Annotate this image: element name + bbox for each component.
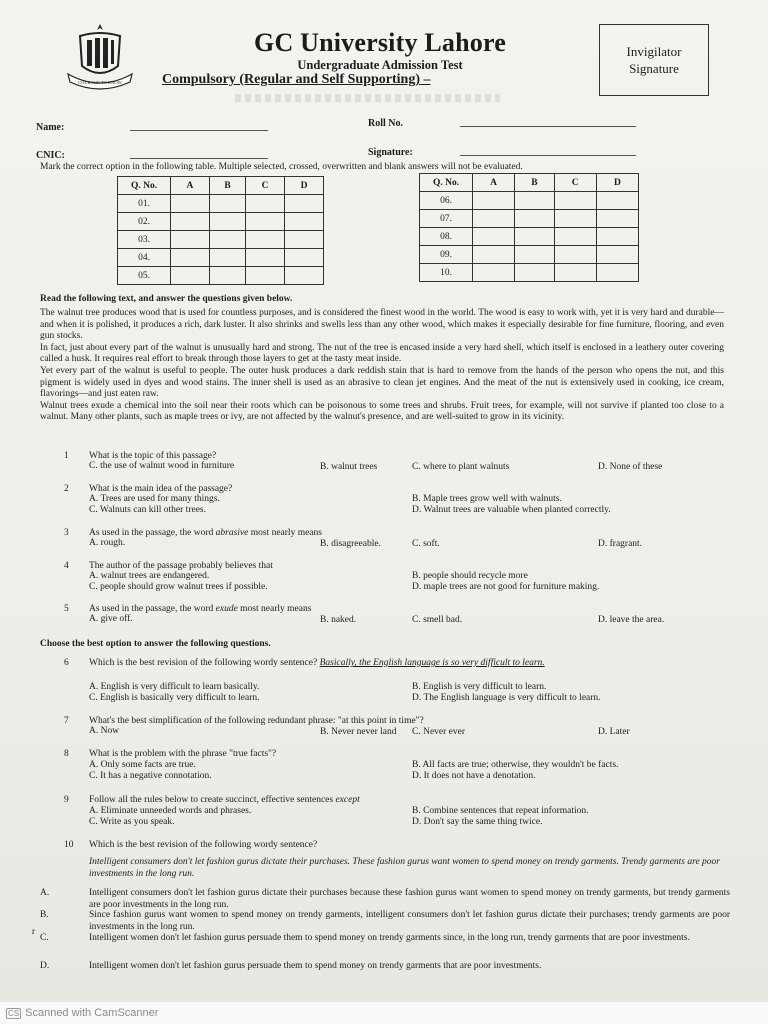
option-0[interactable]: A. Only some facts are true. bbox=[89, 760, 196, 770]
answer-cell-d[interactable] bbox=[596, 210, 638, 228]
grid-row bbox=[420, 228, 639, 246]
answer-cell-a[interactable] bbox=[473, 246, 515, 264]
signature-input-line[interactable] bbox=[460, 155, 636, 156]
question-stem: Which is the best revision of the following wordy sentence? Basically, the English language is so very difficult to learn. bbox=[89, 658, 545, 668]
roll-no-input-line[interactable] bbox=[460, 126, 636, 127]
option-text: Since fashion gurus want women to spend money on trendy garments, intelligent consumers don't let fashion gurus dictate their purchases; trendy garments are poor investments in the long run. bbox=[89, 910, 730, 932]
grid-row bbox=[420, 264, 639, 282]
answer-grid-right bbox=[419, 173, 639, 282]
answer-cell-b[interactable] bbox=[209, 213, 245, 231]
question-number: 7 bbox=[64, 716, 69, 726]
grid-header-d: D bbox=[285, 177, 324, 195]
option-0[interactable]: A. Eliminate unneeded words and phrases. bbox=[89, 806, 252, 816]
answer-cell-c[interactable] bbox=[554, 210, 596, 228]
grid-header-qno: Q. No. bbox=[420, 174, 473, 192]
option-letter: A. bbox=[40, 888, 50, 898]
answer-cell-c[interactable] bbox=[554, 192, 596, 210]
option-0[interactable]: A. Now bbox=[89, 726, 120, 736]
question-stem: What is the problem with the phrase "true facts"? bbox=[89, 749, 277, 759]
answer-cell-c[interactable] bbox=[246, 195, 285, 213]
option-3[interactable]: D. maple trees are not good for furniture making. bbox=[412, 582, 600, 592]
question-10-passage: Intelligent consumers don't let fashion gurus dictate their purchases. These fashion gurus want women to spend money on trendy garments. Trendy garments are poor investments in the long run. bbox=[89, 857, 721, 879]
cnic-label: CNIC: bbox=[36, 150, 65, 161]
option-0[interactable]: A. walnut trees are endangered. bbox=[89, 571, 210, 581]
roll-no-label: Roll No. bbox=[368, 118, 403, 129]
grid-row bbox=[118, 195, 324, 213]
stem-keyword: exude bbox=[215, 604, 238, 614]
answer-cell-a[interactable] bbox=[473, 210, 515, 228]
option-1[interactable]: B. Never never land bbox=[320, 727, 397, 737]
grid-qno-cell: 03. bbox=[118, 231, 171, 249]
answer-grid-left bbox=[117, 176, 324, 285]
answer-cell-a[interactable] bbox=[171, 267, 210, 285]
answer-cell-b[interactable] bbox=[209, 195, 245, 213]
answer-cell-b[interactable] bbox=[515, 228, 554, 246]
grid-qno-cell: 01. bbox=[118, 195, 171, 213]
grid-header-c: C bbox=[246, 177, 285, 195]
option-2[interactable]: C. It has a negative connotation. bbox=[89, 771, 212, 781]
answer-cell-a[interactable] bbox=[171, 195, 210, 213]
option-letter: D. bbox=[40, 961, 50, 971]
grid-qno-cell: 10. bbox=[420, 264, 473, 282]
grid-row bbox=[420, 210, 639, 228]
reading-passage bbox=[40, 308, 724, 424]
question-stem: What's the best simplification of the following redundant phrase: "at this point in time"? bbox=[89, 716, 424, 726]
answer-cell-d[interactable] bbox=[285, 267, 324, 285]
section1-heading: Read the following text, and answer the questions given below. bbox=[40, 294, 293, 304]
answer-cell-d[interactable] bbox=[285, 213, 324, 231]
grid-row bbox=[420, 192, 639, 210]
option-0[interactable]: C. the use of walnut wood in furniture bbox=[89, 461, 235, 471]
answer-cell-a[interactable] bbox=[171, 249, 210, 267]
option-text: Intelligent women don't let fashion gurus persuade them to spend money on trendy garments that are poor investments. bbox=[89, 961, 542, 971]
answer-cell-d[interactable] bbox=[596, 192, 638, 210]
answer-cell-b[interactable] bbox=[209, 231, 245, 249]
answer-cell-d[interactable] bbox=[596, 228, 638, 246]
name-label: Name: bbox=[36, 122, 65, 133]
question-stem: Follow all the rules below to create succinct, effective sentences except bbox=[89, 795, 360, 805]
answer-cell-b[interactable] bbox=[209, 249, 245, 267]
question-number: 5 bbox=[64, 604, 69, 614]
option-0[interactable]: A. rough. bbox=[89, 538, 126, 548]
option-1[interactable]: B. All facts are true; otherwise, they wouldn't be facts. bbox=[412, 760, 619, 770]
answer-cell-d[interactable] bbox=[596, 264, 638, 282]
grid-header-b: B bbox=[209, 177, 245, 195]
option-3[interactable]: D. None of these bbox=[598, 462, 663, 472]
answer-cell-a[interactable] bbox=[171, 213, 210, 231]
option-1[interactable] bbox=[40, 910, 730, 933]
option-text: Intelligent consumers don't let fashion gurus dictate their purchases because these fashion gurus want women to spend money on trendy garments, but trendy garments are poor investments in the long run. bbox=[89, 888, 730, 910]
cnic-input-line[interactable] bbox=[130, 158, 268, 159]
answer-cell-a[interactable] bbox=[473, 228, 515, 246]
invigilator-signature-box bbox=[599, 24, 709, 96]
question-stem: The author of the passage probably believes that bbox=[89, 561, 273, 571]
question-number: 2 bbox=[64, 484, 69, 494]
question-number: 6 bbox=[64, 658, 69, 668]
question-stem: Which is the best revision of the following wordy sentence? bbox=[89, 840, 318, 850]
question-number: 10 bbox=[64, 840, 74, 850]
option-1[interactable]: B. Combine sentences that repeat information. bbox=[412, 806, 589, 816]
option-0[interactable]: A. English is very difficult to learn basically. bbox=[89, 682, 260, 692]
scanner-footer bbox=[0, 1002, 768, 1024]
grid-header-qno: Q. No. bbox=[118, 177, 171, 195]
grid-row bbox=[420, 246, 639, 264]
option-2[interactable]: C. English is basically very difficult to learn. bbox=[89, 693, 260, 703]
answer-cell-c[interactable] bbox=[554, 246, 596, 264]
grid-row bbox=[118, 267, 324, 285]
grid-qno-cell: 08. bbox=[420, 228, 473, 246]
signature-field-label: Signature: bbox=[368, 147, 413, 158]
option-3[interactable]: D. It does not have a denotation. bbox=[412, 771, 536, 781]
passage-paragraph: The walnut tree produces wood that is used for countless purposes, and is considered the finest wood in the world. The wood is easy to work with, yet it is very hard and durable—and when it is polished, it produces a rich, dark luster. It also shrinks and swells less than any other wood, which makes it especially desirable for fine furniture, flooring, and even gun stocks. bbox=[40, 308, 724, 342]
answer-cell-c[interactable] bbox=[246, 249, 285, 267]
option-0[interactable]: A. Trees are used for many things. bbox=[89, 494, 220, 504]
grid-header-a: A bbox=[473, 174, 515, 192]
option-0[interactable] bbox=[40, 888, 730, 911]
option-letter: B. bbox=[40, 910, 49, 920]
faded-smudge bbox=[235, 94, 500, 102]
question-stem: What is the main idea of the passage? bbox=[89, 484, 233, 494]
grid-header-c: C bbox=[554, 174, 596, 192]
answer-cell-c[interactable] bbox=[554, 228, 596, 246]
grid-qno-cell: 02. bbox=[118, 213, 171, 231]
option-letter: C. bbox=[40, 933, 49, 943]
option-2[interactable]: C. Never ever bbox=[412, 727, 466, 737]
signature-label: Signature bbox=[629, 61, 679, 76]
stem-keyword: abrasive bbox=[215, 528, 249, 538]
answer-cell-b[interactable] bbox=[515, 246, 554, 264]
question-number: 4 bbox=[64, 561, 69, 571]
option-1[interactable]: B. naked. bbox=[320, 615, 357, 625]
answer-cell-a[interactable] bbox=[171, 231, 210, 249]
option-3[interactable]: D. leave the area. bbox=[598, 615, 665, 625]
answer-cell-b[interactable] bbox=[515, 210, 554, 228]
option-3[interactable] bbox=[40, 961, 730, 973]
question-number: 9 bbox=[64, 795, 69, 805]
option-2[interactable]: C. soft. bbox=[412, 539, 440, 549]
passage-paragraph: Yet every part of the walnut is useful to people. The outer husk produces a dark reddish stain that is hard to remove from the hands of the person who opens the nut, and this pigment is widely used in dyes and wood stains. The inner shell is used as an abrasive to clean jet engines. And the meat of the nut is extensively used in cooking, ice cream, flavorings—and just eaten raw. bbox=[40, 365, 724, 400]
answer-cell-d[interactable] bbox=[596, 246, 638, 264]
option-3[interactable]: D. Walnut trees are valuable when planted correctly. bbox=[412, 505, 611, 515]
option-1[interactable]: B. people should recycle more bbox=[412, 571, 528, 581]
name-input-line[interactable] bbox=[130, 130, 268, 131]
university-title: GC University Lahore bbox=[254, 28, 506, 57]
invigilator-label: Invigilator bbox=[626, 44, 682, 59]
answer-cell-b[interactable] bbox=[515, 192, 554, 210]
grid-row bbox=[118, 249, 324, 267]
option-1[interactable]: B. walnut trees bbox=[320, 462, 378, 472]
stem-emphasis: except bbox=[335, 795, 360, 805]
question-stem: What is the topic of this passage? bbox=[89, 451, 217, 461]
grid-row bbox=[118, 213, 324, 231]
question-number: 3 bbox=[64, 528, 69, 538]
grid-qno-cell: 04. bbox=[118, 249, 171, 267]
grid-qno-cell: 05. bbox=[118, 267, 171, 285]
grid-qno-cell: 07. bbox=[420, 210, 473, 228]
option-3[interactable]: D. fragrant. bbox=[598, 539, 643, 549]
answer-cell-c[interactable] bbox=[246, 213, 285, 231]
answer-cell-b[interactable] bbox=[515, 264, 554, 282]
grid-header-a: A bbox=[171, 177, 210, 195]
answer-cell-a[interactable] bbox=[473, 192, 515, 210]
margin-mark: r bbox=[32, 926, 35, 936]
grid-qno-cell: 06. bbox=[420, 192, 473, 210]
answer-cell-c[interactable] bbox=[246, 231, 285, 249]
option-text: Intelligent women don't let fashion gurus persuade them to spend money on trendy garments since, in the long run, trendy garments that are poor investments. bbox=[89, 933, 690, 943]
camscanner-icon: CS bbox=[8, 1008, 20, 1018]
answer-cell-d[interactable] bbox=[285, 231, 324, 249]
option-1[interactable]: B. Maple trees grow well with walnuts. bbox=[412, 494, 562, 504]
question-stem: As used in the passage, the word exude most nearly means bbox=[89, 604, 312, 614]
stem-emphasis: Basically, the English language is so very difficult to learn. bbox=[319, 658, 545, 668]
answer-cell-a[interactable] bbox=[473, 264, 515, 282]
option-2[interactable] bbox=[40, 933, 730, 945]
option-2[interactable]: C. smell bad. bbox=[412, 615, 463, 625]
answer-cell-c[interactable] bbox=[554, 264, 596, 282]
option-3[interactable]: D. Later bbox=[598, 727, 630, 737]
crest-motto: COURAGE TO KNOW bbox=[78, 80, 122, 85]
answer-cell-b[interactable] bbox=[209, 267, 245, 285]
answer-cell-d[interactable] bbox=[285, 195, 324, 213]
passage-paragraph: In fact, just about every part of the walnut is unusually hard and strong. The nut of the tree is encased inside a very hard shell, which itself is enclosed in a leathery outer covering called a husk. It requires real effort to break through those layers to get at the tasty meat inside. bbox=[40, 342, 724, 365]
scanner-text: Scanned with CamScanner bbox=[25, 1007, 159, 1019]
question-number: 8 bbox=[64, 749, 69, 759]
option-0[interactable]: A. give off. bbox=[89, 614, 133, 624]
grid-qno-cell: 09. bbox=[420, 246, 473, 264]
option-1[interactable]: B. disagreeable. bbox=[320, 539, 381, 549]
university-crest-icon bbox=[62, 22, 138, 92]
test-name: Undergraduate Admission Test bbox=[297, 58, 463, 72]
grid-instruction: Mark the correct option in the following table. Multiple selected, crossed, overwritten and blank answers will not be evaluated. bbox=[40, 162, 523, 172]
option-3[interactable]: D. The English language is very difficult to learn. bbox=[412, 693, 601, 703]
option-2[interactable]: C. where to plant walnuts bbox=[412, 462, 510, 472]
option-3[interactable]: D. Don't say the same thing twice. bbox=[412, 817, 543, 827]
question-number: 1 bbox=[64, 451, 69, 461]
option-2[interactable]: C. Write as you speak. bbox=[89, 817, 175, 827]
question-stem: As used in the passage, the word abrasive most nearly means bbox=[89, 528, 322, 538]
grid-header-b: B bbox=[515, 174, 554, 192]
grid-row bbox=[118, 231, 324, 249]
section2-heading: Choose the best option to answer the following questions. bbox=[40, 639, 271, 649]
answer-cell-d[interactable] bbox=[285, 249, 324, 267]
grid-header-d: D bbox=[596, 174, 638, 192]
option-2[interactable]: C. people should grow walnut trees if possible. bbox=[89, 582, 268, 592]
option-2[interactable]: C. Walnuts can kill other trees. bbox=[89, 505, 206, 515]
option-1[interactable]: B. English is very difficult to learn. bbox=[412, 682, 547, 692]
passage-paragraph: Walnut trees exude a chemical into the soil near their roots which can be poisonous to some trees and shrubs. Fruit trees, for example, will not survive if planted too close to a walnut. Many other plants, such as maple trees or ivy, are not affected by the walnut's presence, and are well-suited to grow in its vicinity. bbox=[40, 400, 724, 423]
answer-cell-c[interactable] bbox=[246, 267, 285, 285]
paper-type: Compulsory (Regular and Self Supporting) – bbox=[162, 72, 431, 87]
